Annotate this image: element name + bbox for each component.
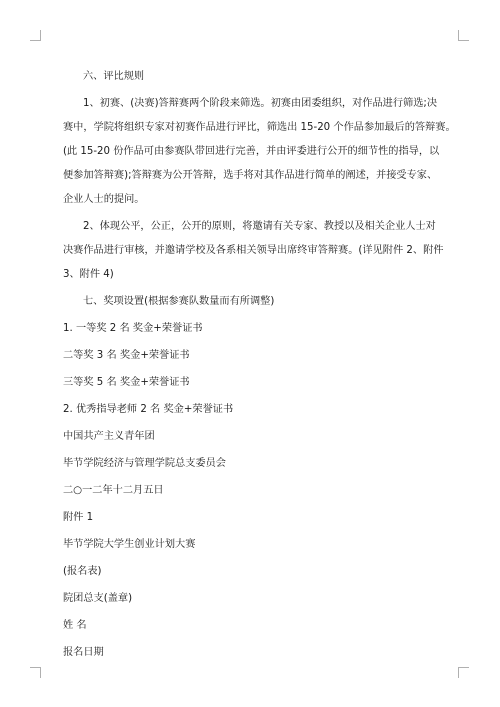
crop-mark-bottom-left bbox=[30, 667, 41, 678]
document-date: 二○一二年十二月五日 bbox=[63, 485, 164, 496]
crop-mark-bottom-right bbox=[458, 667, 469, 678]
attachment-label: 附件 1 bbox=[63, 512, 94, 523]
award-line: 三等奖 5 名 奖金+荣誉证书 bbox=[63, 377, 190, 388]
attachment-subtitle: (报名表) bbox=[63, 566, 102, 577]
award-line: 二等奖 3 名 奖金+荣誉证书 bbox=[63, 350, 190, 361]
paragraph-line: 便参加答辩赛);答辩赛为公开答辩，选手将对其作品进行简单的阐述，并接受专家、 bbox=[63, 170, 438, 181]
paragraph-line: 赛中，学院将组织专家对初赛作品进行评比，筛选出 15-20 个作品参加最后的答辩赛。 bbox=[63, 122, 456, 133]
form-field-date: 报名日期 bbox=[63, 647, 104, 658]
attachment-title: 毕节学院大学生创业计划大赛 bbox=[63, 539, 196, 550]
award-line: 2. 优秀指导老师 2 名 奖金+荣誉证书 bbox=[63, 404, 234, 415]
organization-committee: 毕节学院经济与管理学院总支委员会 bbox=[63, 458, 226, 469]
paragraph-line: 企业人士的提问。 bbox=[63, 194, 145, 205]
section-heading-rules: 六、评比规则 bbox=[83, 71, 145, 82]
paragraph-line: 决赛作品进行审核，并邀请学校及各系相关领导出席终审答辩赛。(详见附件 2、附件 bbox=[63, 245, 444, 256]
paragraph-line: 2、体现公平，公正，公开的原则，将邀请有关专家、教授以及相关企业人士对 bbox=[83, 221, 436, 232]
paragraph-line: 3、附件 4) bbox=[63, 269, 114, 280]
award-line: 1. 一等奖 2 名 奖金+荣誉证书 bbox=[63, 323, 203, 334]
document-body bbox=[63, 68, 456, 662]
form-field-seal: 院团总支(盖章) bbox=[63, 593, 133, 604]
section-heading-awards: 七、奖项设置(根据参赛队数量而有所调整) bbox=[83, 296, 275, 307]
crop-mark-top-left bbox=[30, 30, 41, 41]
organization-name: 中国共产主义青年团 bbox=[63, 431, 155, 442]
form-field-name: 姓 名 bbox=[63, 620, 87, 631]
paragraph-line: (此 15-20 份作品可由参赛队带回进行完善，并由评委进行公开的细节性的指导，以 bbox=[63, 146, 440, 157]
crop-mark-top-right bbox=[458, 30, 469, 41]
paragraph-line: 1、初赛、(决赛)答辩赛两个阶段来筛选。初赛由团委组织，对作品进行筛选;决 bbox=[83, 98, 438, 109]
